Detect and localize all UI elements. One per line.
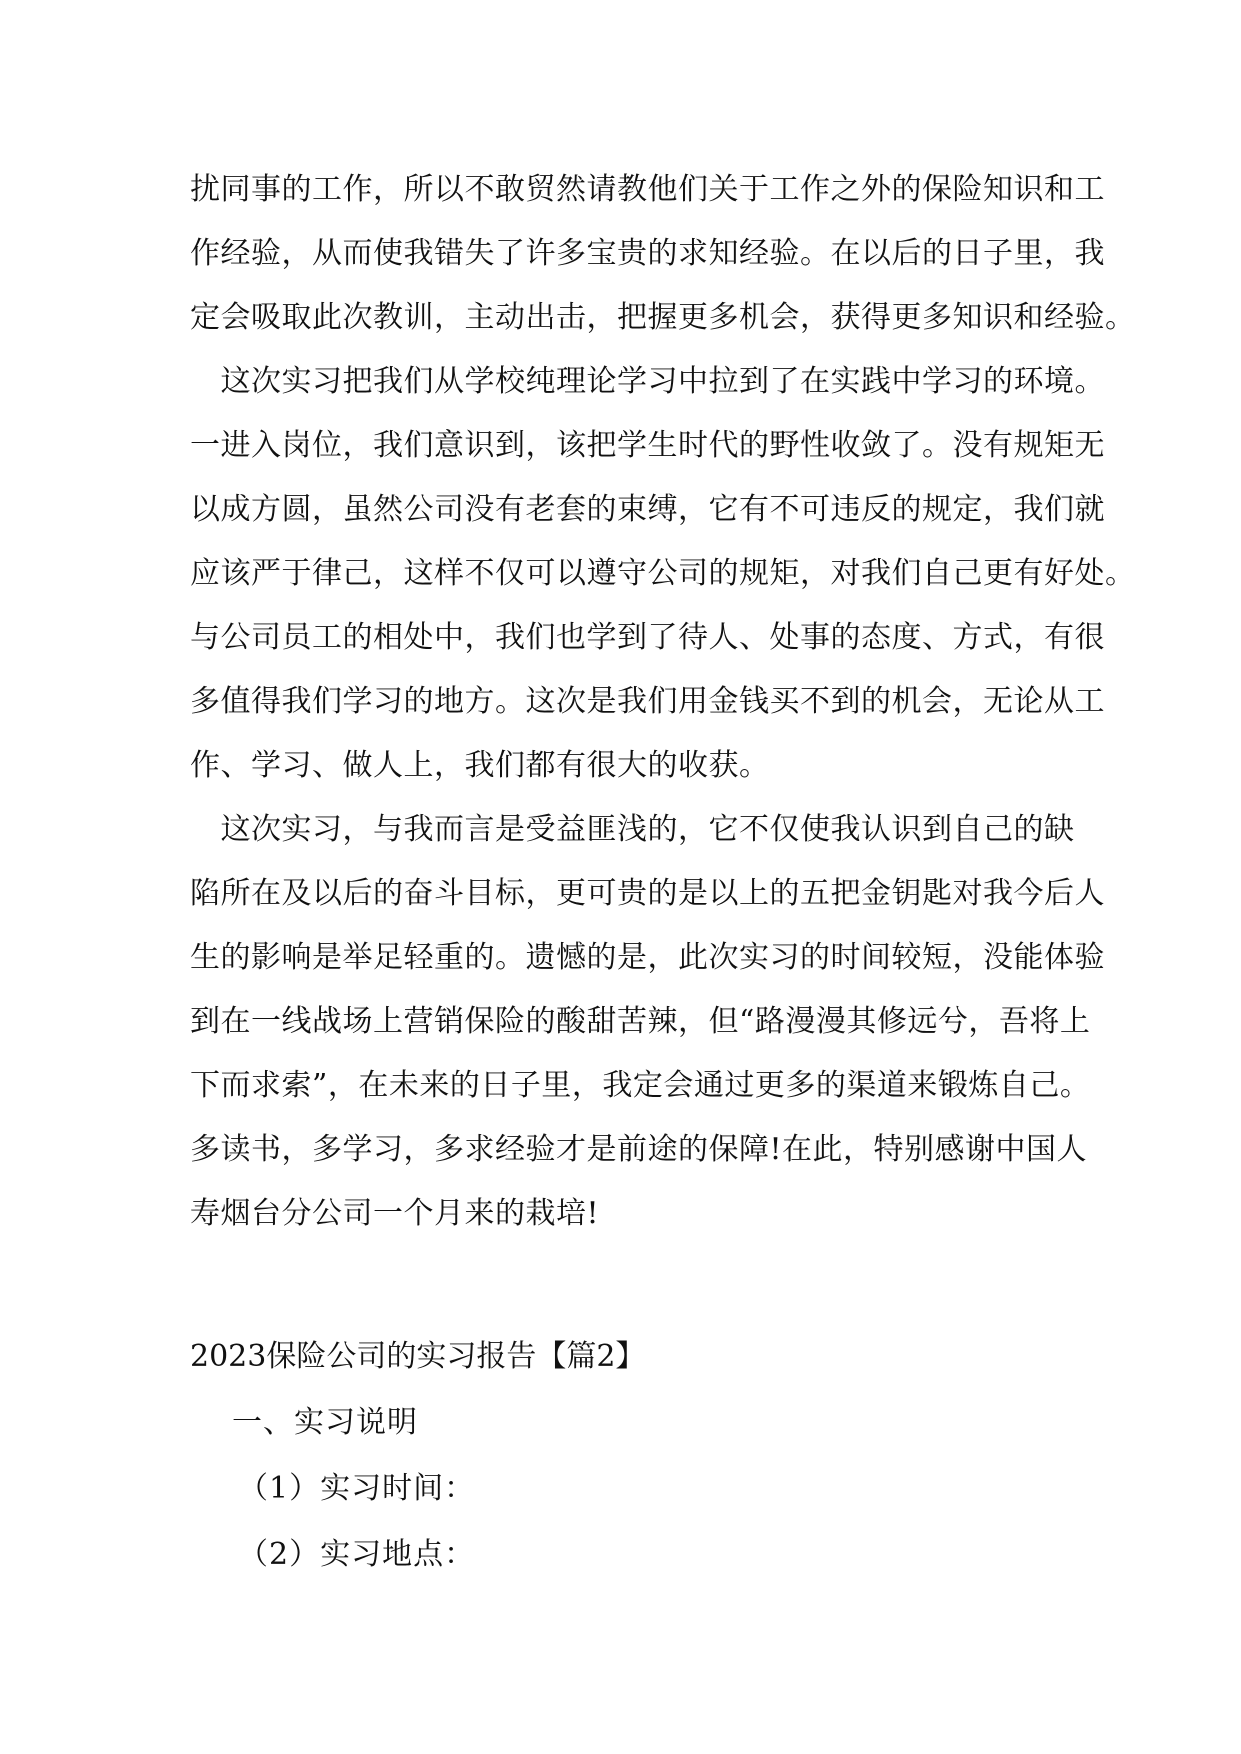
paragraph-line: 与公司员工的相处中，我们也学到了待人、处事的态度、方式，有很 [190,620,1105,655]
outline-item-time: （1）实习时间： [238,1471,476,1506]
outline-item-location: （2）实习地点： [238,1537,476,1572]
paragraph-line: 一进入岗位，我们意识到，该把学生时代的野性收敛了。没有规矩无 [190,428,1105,463]
outline-section-title: 一、实习说明 [232,1405,418,1440]
paragraph-line: 陷所在及以后的奋斗目标，更可贵的是以上的五把金钥匙对我今后人 [190,876,1105,911]
paragraph-line: 多值得我们学习的地方。这次是我们用金钱买不到的机会，无论从工 [190,684,1105,719]
paragraph-line: 到在一线战场上营销保险的酸甜苦辣，但“路漫漫其修远兮，吾将上 [190,1004,1091,1039]
paragraph-line: 生的影响是举足轻重的。遗憾的是，此次实习的时间较短，没能体验 [190,940,1105,975]
paragraph-line: 以成方圆，虽然公司没有老套的束缚，它有不可违反的规定，我们就 [190,492,1105,527]
paragraph-line: 应该严于律己，这样不仅可以遵守公司的规矩，对我们自己更有好处。 [190,556,1136,591]
body-text [190,158,1136,1246]
paragraph-line: 下而求索”，在未来的日子里，我定会通过更多的渠道来锻炼自己。 [190,1068,1091,1103]
paragraph-line: 作、学习、做人上，我们都有很大的收获。 [190,748,770,783]
paragraph-line: 作经验，从而使我错失了许多宝贵的求知经验。在以后的日子里，我 [190,236,1105,271]
paragraph-line: 多读书，多学习，多求经验才是前途的保障!在此，特别感谢中国人 [190,1132,1088,1167]
paragraph-line: 这次实习，与我而言是受益匪浅的，它不仅使我认识到自己的缺 [190,812,1075,847]
paragraph-line: 这次实习把我们从学校纯理论学习中拉到了在实践中学习的环境。 [190,364,1105,399]
paragraph-line: 扰同事的工作，所以不敢贸然请教他们关于工作之外的保险知识和工 [190,172,1105,207]
paragraph-line: 寿烟台分公司一个月来的栽培! [190,1196,600,1231]
paragraph-line: 定会吸取此次教训，主动出击，把握更多机会，获得更多知识和经验。 [190,300,1136,335]
section-heading: 2023保险公司的实习报告【篇2】 [190,1339,646,1374]
